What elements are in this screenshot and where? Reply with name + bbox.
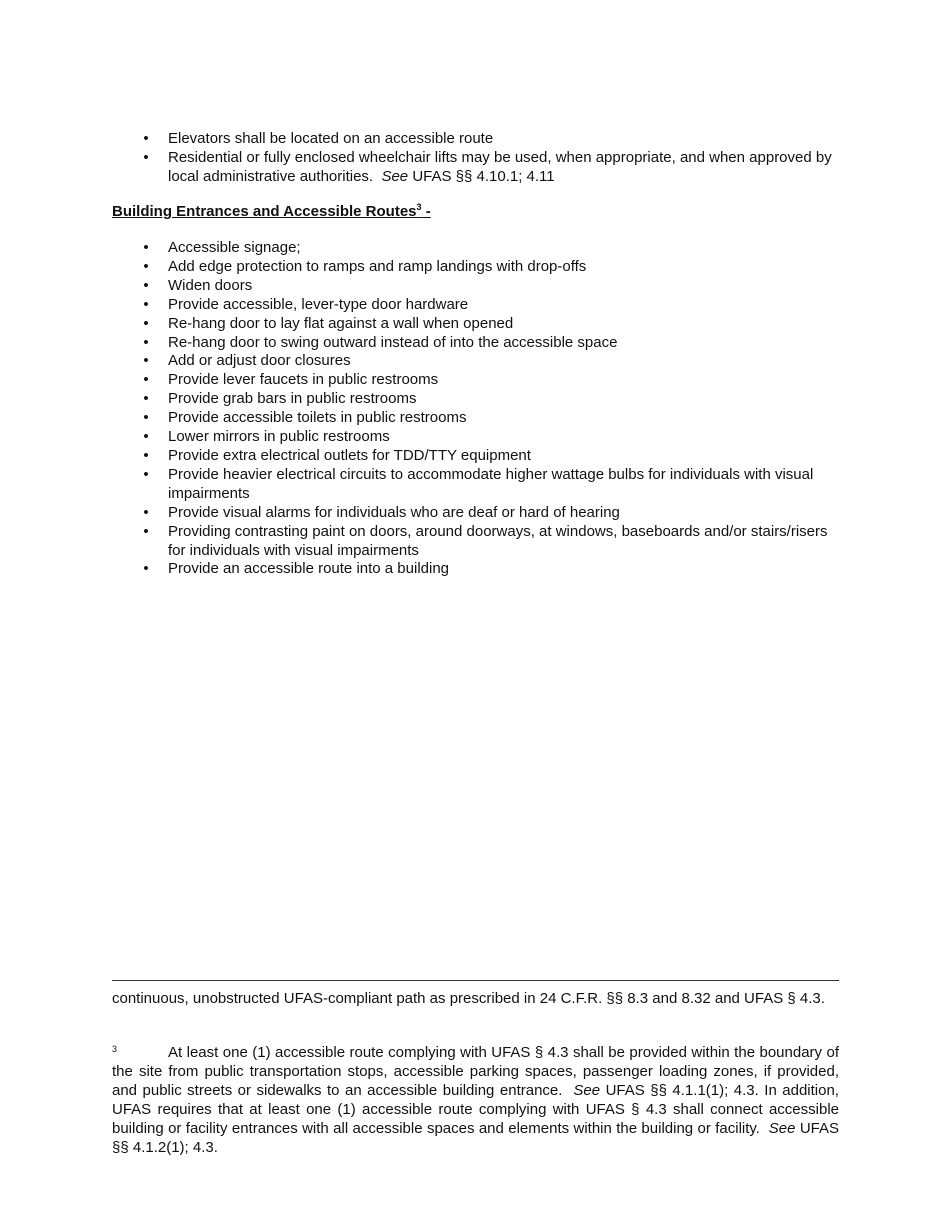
list-item-text: Provide accessible, lever-type door hardware <box>168 295 469 313</box>
bullet-icon: • <box>143 352 149 370</box>
list-item <box>112 352 840 371</box>
list-item <box>112 149 840 187</box>
bullet-icon: • <box>143 522 149 540</box>
bullet-icon: • <box>143 276 149 294</box>
footnote-reference[interactable]: 3 <box>416 202 422 212</box>
list-item-text: Accessible signage; <box>168 239 301 256</box>
list-item-text: Lower mirrors in public restrooms <box>168 428 390 446</box>
bullet-icon: • <box>143 239 149 256</box>
list-item <box>112 334 840 353</box>
list-item <box>112 504 840 523</box>
citation: UFAS §§ 4.10.1; 4.11 <box>412 167 555 185</box>
modification-list <box>112 239 840 579</box>
list-item-text: Widen doors <box>168 276 253 294</box>
bullet-icon: • <box>143 409 149 427</box>
list-item-text: Provide heavier electrical circuits to accommodate higher wattage bulbs for individuals with visual impairments <box>168 465 814 502</box>
list-item <box>112 466 840 504</box>
list-item <box>112 277 840 296</box>
list-item <box>112 296 840 315</box>
list-item <box>112 428 840 447</box>
list-item-text: Add or adjust door closures <box>168 352 351 370</box>
heading-suffix: - <box>421 203 431 220</box>
bullet-icon: • <box>143 560 149 578</box>
bullet-icon: • <box>143 390 149 408</box>
list-item-text: Provide an accessible route into a building <box>168 560 450 578</box>
list-item-text: Re-hang door to lay flat against a wall when opened <box>168 314 514 332</box>
bullet-icon: • <box>143 465 149 483</box>
list-item <box>112 258 840 277</box>
list-item-text: Re-hang door to swing outward instead of into the accessible space <box>168 333 618 351</box>
list-item <box>112 560 840 579</box>
bullet-icon: • <box>143 130 149 147</box>
list-item-text: Add edge protection to ramps and ramp landings with drop-offs <box>168 257 587 275</box>
see-signal: See <box>768 1119 796 1137</box>
list-item <box>112 239 840 258</box>
list-item-text: Elevators shall be located on an accessible route <box>168 130 494 147</box>
bullet-icon: • <box>143 295 149 313</box>
bullet-icon: • <box>143 333 149 351</box>
section-heading-text: Building Entrances and Accessible Routes <box>112 203 417 220</box>
list-item <box>112 409 840 428</box>
bullet-icon: • <box>143 428 149 446</box>
footnote-text-1: At least one (1) accessible route complying with UFAS § 4.3 shall be provided within the boundary of the site from public transportation stops, accessible parking spaces, passenger loading zones, if provided, and public streets or sidewalks to an accessible building entrance. <box>112 1044 839 1099</box>
list-item <box>112 523 840 561</box>
list-item-text: Provide visual alarms for individuals who are deaf or hard of hearing <box>168 503 620 521</box>
footnote-3: 3 At least one (1) accessible route complying with UFAS § 4.3 shall be provided within the boundary of the site from public transportation stops, accessible parking spaces, passenger loading zones, if provided, and public streets or sidewalks to an accessible building entrance. See UFAS §§ 4.1.1(1); 4.3. In addition, UFAS requires that at least one (1) accessible route complying with UFAS § 4.3 shall connect accessible building or facility entrances with all accessible spaces and elements within the building or facility. See UFAS §§ 4.1.2(1); 4.3. <box>112 1044 840 1156</box>
bullet-icon: • <box>143 503 149 521</box>
see-signal: See <box>573 1081 601 1099</box>
bullet-icon: • <box>143 314 149 332</box>
list-item-text: Provide accessible toilets in public restrooms <box>168 409 467 427</box>
list-item <box>112 315 840 334</box>
footnote-continuation: continuous, unobstructed UFAS-compliant path as prescribed in 24 C.F.R. §§ 8.3 and 8.32 and UFAS § 4.3. <box>112 990 825 1007</box>
list-item <box>112 447 840 466</box>
footnote-text-2: UFAS §§ 4.1.1(1); 4.3. In addition, UFAS requires that at least one (1) accessible route complying with UFAS § 4.3 shall connect accessible building or facility entrances with all accessible spaces and elements within the building or facility. <box>112 1081 839 1137</box>
list-item-text: Provide lever faucets in public restrooms <box>168 371 439 389</box>
list-item <box>112 371 840 390</box>
elevator-list <box>112 130 840 187</box>
see-signal: See <box>381 167 409 185</box>
list-item-text: Provide grab bars in public restrooms <box>168 390 417 408</box>
bullet-icon: • <box>143 446 149 464</box>
list-item-text: Residential or fully enclosed wheelchair lifts may be used, when appropriate, and when approved by local administrative authorities. <box>168 148 832 185</box>
footnote-divider <box>112 980 839 981</box>
list-item-text: Providing contrasting paint on doors, around doorways, at windows, baseboards and/or stairs/risers for individuals with visual impairments <box>168 522 828 559</box>
list-item <box>112 390 840 409</box>
footnote-text-3: UFAS §§ 4.1.2(1); 4.3. <box>112 1119 840 1156</box>
bullet-icon: • <box>143 257 149 275</box>
bullet-icon: • <box>143 148 149 166</box>
section-heading <box>112 203 431 222</box>
list-item-text: Provide extra electrical outlets for TDD/TTY equipment <box>168 446 531 464</box>
list-item <box>112 130 840 149</box>
bullet-icon: • <box>143 371 149 389</box>
